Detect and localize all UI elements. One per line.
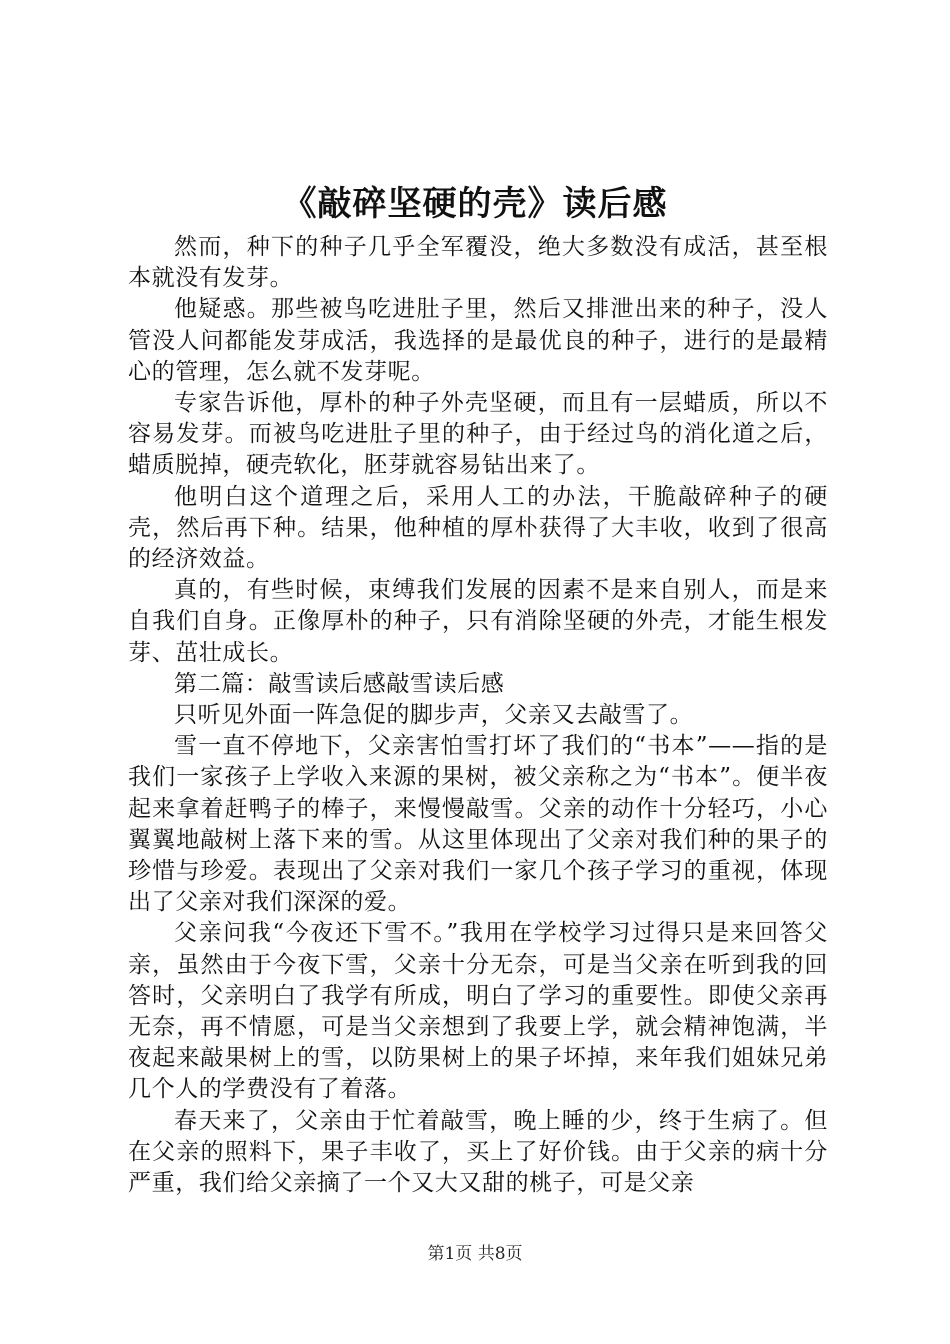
page-footer: 第1页 共8页: [427, 1244, 523, 1264]
paragraph: 专家告诉他，厚朴的种子外壳坚硬，而且有一层蜡质，所以不容易发芽。而被鸟吃进肚子里的种子，由于经过鸟的消化道之后，蜡质脱掉，硬壳软化，胚芽就容易钻出来了。: [128, 390, 828, 479]
paragraph: 只听见外面一阵急促的脚步声，父亲又去敲雪了。: [174, 702, 694, 729]
paragraph: 父亲问我“今夜还下雪不。”我用在学校学习过得只是来回答父亲，虽然由于今夜下雪，父亲十分无奈，可是当父亲在听到我的回答时，父亲明白了我学有所成，明白了学习的重要性。即使父亲再无奈，再不情愿，可是当父亲想到了我要上学，就会精神饱满，半夜起来敲果树上的雪，以防果树上的果子坏掉，来年我们姐妹兄弟几个人的学费没有了着落。: [128, 920, 828, 1103]
paragraph: 他明白这个道理之后，采用人工的办法，干脆敲碎种子的硬壳，然后再下种。结果，他种植的厚朴获得了大丰收，收到了很高的经济效益。: [128, 483, 828, 573]
document-title: 《敲碎坚硬的壳》读后感: [282, 184, 668, 224]
paragraph: 然而，种下的种子几乎全军覆没，绝大多数没有成活，甚至根本就没有发芽。: [128, 234, 828, 292]
paragraph: 雪一直不停地下，父亲害怕雪打坏了我们的“书本”——指的是我们一家孩子上学收入来源的果树，被父亲称之为“书本”。便半夜起来拿着赶鸭子的棒子，来慢慢敲雪。父亲的动作十分轻巧，小心翼翼地敲树上落下来的雪。从这里体现出了父亲对我们种的果子的珍惜与珍爱。表现出了父亲对我们一家几个孩子学习的重视，体现出了父亲对我们深深的爱。: [128, 733, 828, 916]
paragraph: 他疑惑。那些被鸟吃进肚子里，然后又排泄出来的种子，没人管没人问都能发芽成活，我选择的是最优良的种子，进行的是最精心的管理，怎么就不发芽呢。: [128, 296, 828, 385]
paragraph: 真的，有些时候，束缚我们发展的因素不是来自别人，而是来自我们自身。正像厚朴的种子，只有消除坚硬的外壳，才能生根发芽、茁壮成长。: [128, 577, 828, 666]
section-heading: 第二篇：敲雪读后感敲雪读后感: [174, 670, 505, 697]
paragraph: 春天来了，父亲由于忙着敲雪，晚上睡的少，终于生病了。但在父亲的照料下，果子丰收了，买上了好价钱。由于父亲的病十分严重，我们给父亲摘了一个又大又甜的桃子，可是父亲: [128, 1107, 828, 1197]
document-body: [128, 232, 828, 1199]
